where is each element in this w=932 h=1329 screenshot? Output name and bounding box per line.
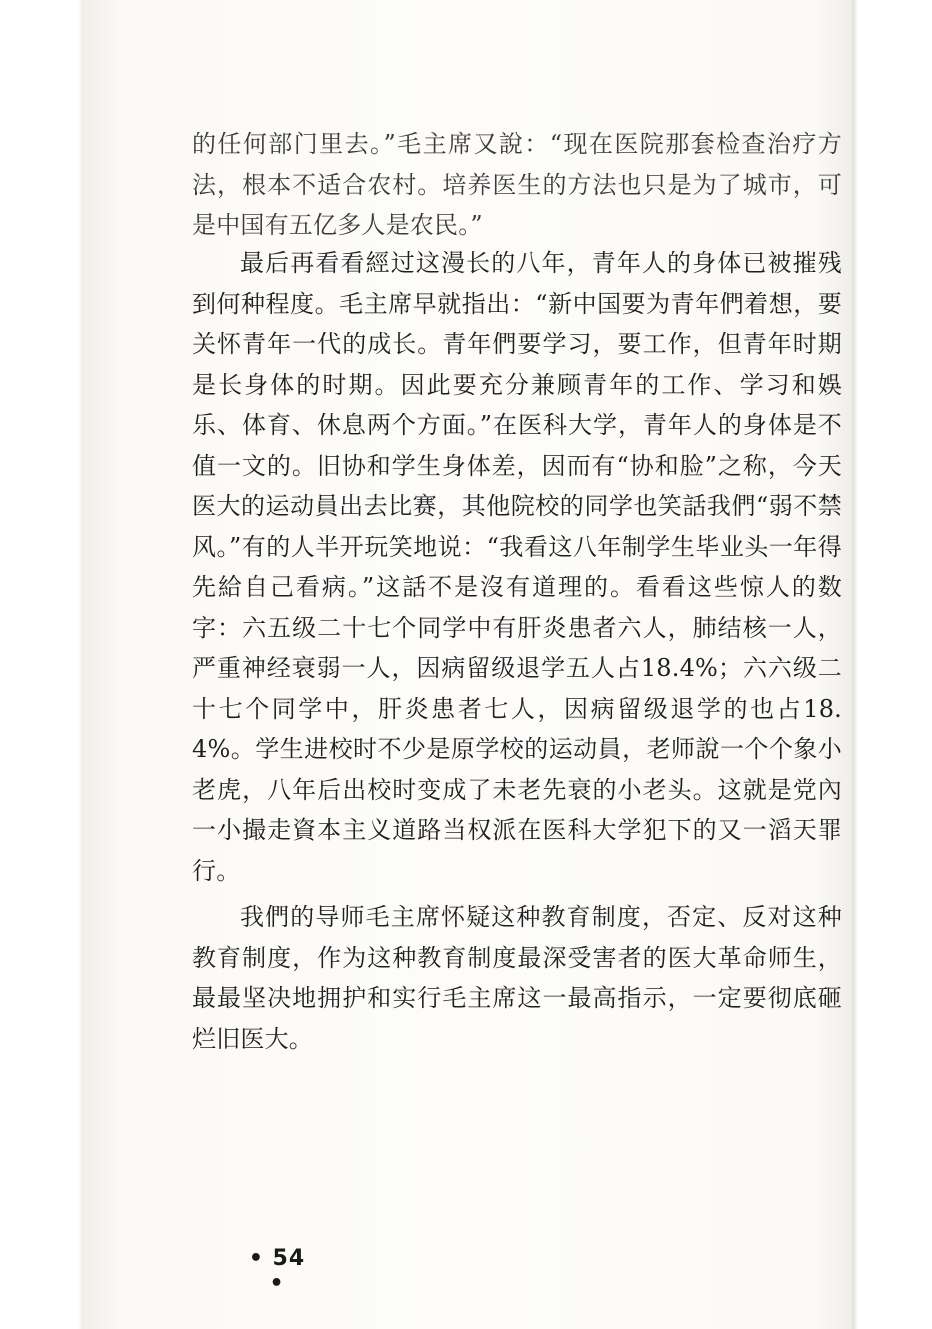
page-edge-shadow-right: [852, 0, 858, 1329]
paragraph-student-health: 最后再看看經过这漫长的八年，青年人的身体已被摧残到何种程度。毛主席早就指出：“新中国要为青年們着想，要关怀青年一代的成长。青年們要学习，要工作，但青年时期是长身体的时期。因此要充分兼顾青年的工作、学习和娛乐、体育、休息两个方面。”在医科大学，青年人的身体是不值一文的。旧协和学生身体差，因而有“协和脸”之称，今天医大的运动員出去比赛，其他院校的同学也笑話我們“弱不禁风。”有的人半开玩笑地说：“我看这八年制学生毕业头一年得先給自己看病。”这話不是沒有道理的。看看这些惊人的数字：六五级二十七个同学中有肝炎患者六人，肺结核一人，严重神经衰弱一人，因病留级退学五人占18.4%；六六级二十七个同学中，肝炎患者七人，因病留级退学的也占18.4%。学生进校时不少是原学校的运动員，老师說一个个象小老虎，八年后出校时变成了未老先衰的小老头。这就是党內一小撮走資本主义道路当权派在医科大学犯下的又一滔天罪行。: [192, 249, 842, 885]
paragraph-continuation: 的任何部门里去。”毛主席又說：“现在医院那套检查治疗方法，根本不适合农村。培养医生的方法也只是为了城市，可是中国有五亿多人是农民。”: [192, 130, 842, 239]
page-number: • 54 •: [248, 1246, 306, 1296]
paragraph-conclusion: 我們的导师毛主席怀疑这种教育制度，否定、反对这种教育制度，作为这种教育制度最深受害者的医大革命师生，最最坚决地拥护和实行毛主席这一最高指示，一定要彻底砸烂旧医大。: [192, 903, 842, 1053]
